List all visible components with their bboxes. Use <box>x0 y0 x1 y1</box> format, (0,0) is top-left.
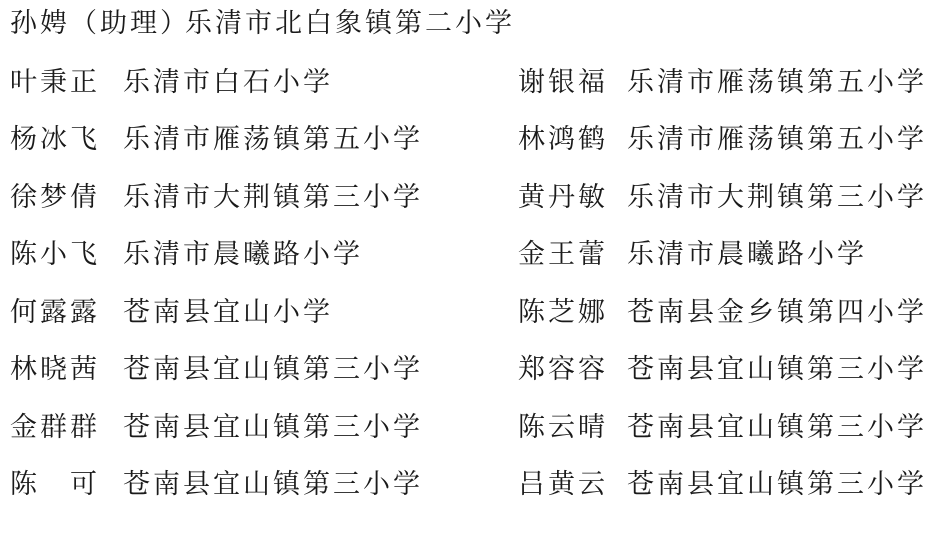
table-row <box>10 412 934 442</box>
school-name: 苍南县宜山镇第三小学 <box>123 354 423 384</box>
person-entry <box>518 124 927 154</box>
person-name: 金群群 <box>10 412 100 442</box>
table-row <box>10 67 934 97</box>
school-name: 苍南县宜山镇第三小学 <box>123 412 423 442</box>
person-entry <box>10 182 423 212</box>
person-name: 林晓茜 <box>10 354 100 384</box>
school-name: 苍南县宜山小学 <box>123 297 333 327</box>
school-name: 乐清市大荆镇第三小学 <box>627 182 927 212</box>
person-name: 吕黄云 <box>518 469 608 499</box>
person-entry <box>10 297 333 327</box>
person-entry <box>10 469 423 499</box>
person-name: 谢银福 <box>518 67 608 97</box>
person-entry <box>518 469 927 499</box>
table-row <box>10 239 934 269</box>
school-name: 乐清市雁荡镇第五小学 <box>123 124 423 154</box>
person-name: 孙娉（助理） <box>10 8 190 38</box>
school-name: 苍南县宜山镇第三小学 <box>627 354 927 384</box>
school-name: 苍南县宜山镇第三小学 <box>627 469 927 499</box>
school-name: 苍南县宜山镇第三小学 <box>627 412 927 442</box>
table-row <box>10 124 934 154</box>
person-name: 陈芝娜 <box>518 297 608 327</box>
person-entry <box>10 412 423 442</box>
school-name: 苍南县宜山镇第三小学 <box>123 469 423 499</box>
person-name: 金王蕾 <box>518 239 608 269</box>
person-entry <box>10 124 423 154</box>
school-name: 乐清市雁荡镇第五小学 <box>627 67 927 97</box>
table-row <box>10 182 934 212</box>
table-row <box>10 354 934 384</box>
person-entry <box>10 354 423 384</box>
school-name: 乐清市大荆镇第三小学 <box>123 182 423 212</box>
person-name: 陈小飞 <box>10 239 100 269</box>
person-name: 叶秉正 <box>10 67 100 97</box>
person-name: 陈 可 <box>10 469 100 499</box>
assistant-row <box>10 8 934 38</box>
school-name: 乐清市雁荡镇第五小学 <box>627 124 927 154</box>
person-entry <box>518 412 927 442</box>
school-name: 苍南县金乡镇第四小学 <box>627 297 927 327</box>
school-name: 乐清市白石小学 <box>123 67 333 97</box>
person-entry <box>10 67 333 97</box>
person-name: 陈云晴 <box>518 412 608 442</box>
school-name: 乐清市晨曦路小学 <box>627 239 867 269</box>
person-entry <box>10 239 363 269</box>
person-name: 郑容容 <box>518 354 608 384</box>
person-entry <box>518 67 927 97</box>
person-entry <box>518 297 927 327</box>
table-row <box>10 297 934 327</box>
person-name: 黄丹敏 <box>518 182 608 212</box>
person-name: 林鸿鹤 <box>518 124 608 154</box>
person-name: 杨冰飞 <box>10 124 100 154</box>
school-name: 乐清市晨曦路小学 <box>123 239 363 269</box>
school-name: 乐清市北白象镇第二小学 <box>185 8 515 38</box>
table-row <box>10 469 934 499</box>
person-entry <box>518 354 927 384</box>
person-entry <box>518 239 867 269</box>
person-entry <box>518 182 927 212</box>
person-name: 徐梦倩 <box>10 182 100 212</box>
person-name: 何露露 <box>10 297 100 327</box>
